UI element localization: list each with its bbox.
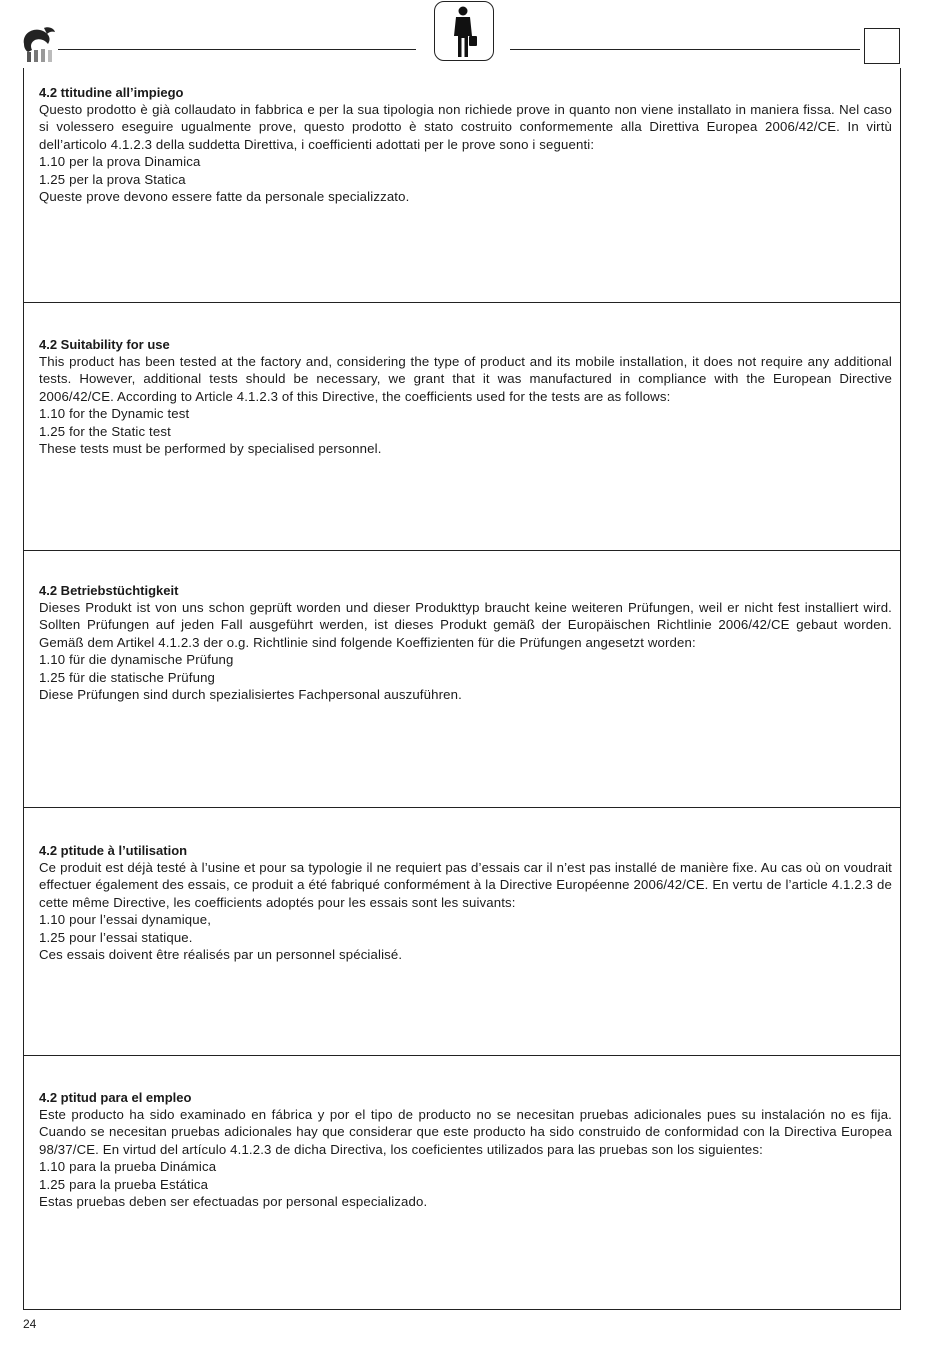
- section-note: These tests must be performed by specialised personnel.: [39, 441, 382, 457]
- swan-logo-icon: [18, 22, 58, 66]
- person-badge: [434, 1, 494, 61]
- section-italian: [24, 68, 900, 303]
- section-french: [24, 808, 900, 1056]
- section-note: Diese Prüfungen sind durch spezialisiertes Fachpersonal auszuführen.: [39, 687, 462, 703]
- section-note: Ces essais doivent être réalisés par un personnel spécialisé.: [39, 947, 403, 963]
- section-note: Estas pruebas deben ser efectuadas por personal especializado.: [39, 1194, 428, 1210]
- section-german: [24, 551, 900, 808]
- empty-square-box: [864, 28, 900, 64]
- section-title: 4.2 ptitud para el empleo: [39, 1090, 192, 1105]
- section-body: This product has been tested at the factory and, considering the type of product and its mobile installation, it does not require any additional tests. However, additional tests should be necessary, we grant that it was manufactured in compliance with the European Directive 2006/42/CE. According to Article 4.1.2.3 of this Directive, the coefficients used for the tests are as follows:: [39, 354, 892, 404]
- coefficient-static: 1.25 for the Static test: [39, 423, 171, 439]
- section-title: 4.2 Suitability for use: [39, 337, 170, 352]
- section-title: 4.2 Betriebstüchtigkeit: [39, 583, 179, 598]
- coefficient-dynamic: 1.10 for the Dynamic test: [39, 406, 190, 422]
- coefficient-static: 1.25 para la prueba Estática: [39, 1176, 209, 1192]
- header-rule-left: [58, 49, 416, 50]
- section-body: Dieses Produkt ist von uns schon geprüft worden und dieser Produkttyp braucht keine weiteren Prüfungen, weil er nicht fest installiert wird. Sollten Prüfungen auf jeden Fall ausgeführt werden, ist dieses Produkt gemäß der Europäischen Richtlinie 2006/42/CE gebaut worden. Gemäß dem Artikel 4.1.2.3 der o.g. Richtlinie sind folgende Koeffizienten für die Prüfungen angesetzt worden:: [39, 600, 892, 650]
- section-body: Ce produit est déjà testé à l’usine et pour sa typologie il ne requiert pas d’essais car il n’est pas installé de manière fixe. Au cas où on voudrait effectuer également des essais, ce produit a été fabriqué conformément à la Directive Européenne 2006/42/CE. En vertu de l’article 4.1.2.3 de cette même Directive, les coefficients adoptés pour les essais sont les suivants:: [39, 860, 892, 910]
- coefficient-dynamic: 1.10 pour l’essai dynamique,: [39, 912, 212, 928]
- content-frame: [23, 68, 901, 1310]
- page-header: [0, 0, 950, 70]
- section-body: Questo prodotto è già collaudato in fabbrica e per la sua tipologia non richiede prove in quanto non viene installato in maniera fissa. Nel caso si volessero eseguire ugualmente prove, questo prodotto è stato costruito conformemente alla Direttiva Europea 2006/42/CE. In virtù dell’articolo 4.1.2.3 della suddetta Direttiva, i coefficienti adottati per le prove sono i seguenti:: [39, 102, 892, 152]
- section-body: Este producto ha sido examinado en fábrica y por el tipo de producto no se necesitan pruebas adicionales pues su instalación no es fija. Cuando se necesitan pruebas adicionales hay que considerar que este producto ha sido construido de conformidad con la Directiva Europea 98/37/CE. En virtud del artículo 4.1.2.3 de dicha Directiva, los coeficientes utilizados para las pruebas son los siguientes:: [39, 1107, 892, 1157]
- page-number: 24: [23, 1317, 37, 1331]
- worker-with-case-icon: [449, 6, 479, 58]
- section-english: [24, 303, 900, 551]
- section-title: 4.2 ptitude à l’utilisation: [39, 843, 188, 858]
- coefficient-dynamic: 1.10 para la prueba Dinámica: [39, 1159, 217, 1175]
- coefficient-dynamic: 1.10 für die dynamische Prüfung: [39, 652, 234, 668]
- coefficient-static: 1.25 pour l’essai statique.: [39, 929, 193, 945]
- coefficient-dynamic: 1.10 per la prova Dinamica: [39, 154, 201, 170]
- section-spanish: [24, 1056, 900, 1308]
- header-rule-right: [510, 49, 860, 50]
- section-note: Queste prove devono essere fatte da personale specializzato.: [39, 189, 410, 205]
- coefficient-static: 1.25 per la prova Statica: [39, 171, 186, 187]
- section-title: 4.2 ttitudine all’impiego: [39, 85, 184, 100]
- coefficient-static: 1.25 für die statische Prüfung: [39, 669, 216, 685]
